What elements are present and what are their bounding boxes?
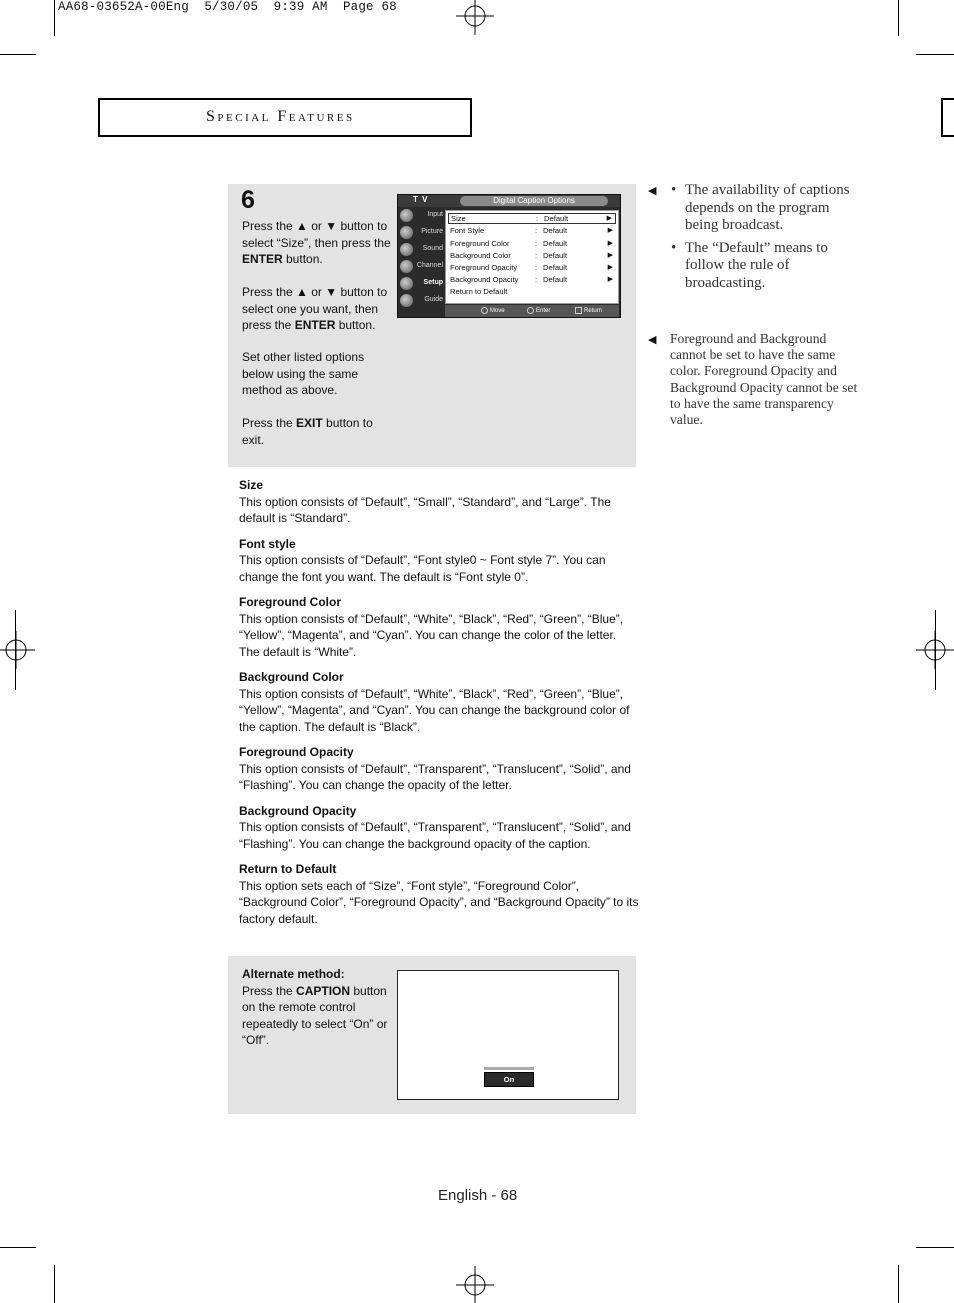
option-heading: Return to Default: [239, 862, 337, 876]
osd-footer-return: Return: [575, 307, 602, 314]
osd-option-list: [445, 210, 619, 304]
crop-mark: [898, 1265, 899, 1303]
option-text: This option consists of “Default”, “White”, “Black”, “Red”, “Green”, “Blue”, “Yellow”, “Magenta”, and “Cyan”. You can change the color of the letter. The default is “White”.: [239, 611, 624, 659]
caption-on-badge: On: [484, 1072, 534, 1087]
osd-menu-title: Digital Caption Options: [460, 196, 608, 206]
option-font-style: [239, 536, 639, 586]
arrow-right-icon: ▶: [607, 251, 613, 259]
osd-row-return-to-default: Return to Default: [450, 287, 508, 296]
option-heading: Size: [239, 478, 264, 492]
osd-row-font-style: Font Style : Default ▶: [450, 226, 613, 235]
crop-mark: [15, 610, 16, 690]
crop-mark: [54, 0, 55, 36]
registration-mark-icon: [456, 1266, 494, 1303]
option-heading: Foreground Opacity: [239, 745, 354, 759]
option-size: [239, 477, 639, 527]
arrow-right-icon: ▶: [606, 215, 612, 222]
crop-mark: [898, 0, 899, 36]
note-bullet: • The availability of captions depends on the program being broadcast.: [671, 182, 861, 235]
guide-icon: [400, 294, 413, 307]
osd-footer-move: Move: [481, 307, 505, 314]
osd-sidebar: [398, 207, 445, 307]
option-foreground-opacity: [239, 744, 639, 794]
crop-mark: [0, 54, 36, 55]
availability-notes: [671, 182, 861, 297]
osd-side-setup: Setup: [400, 276, 444, 291]
step-instruction-2: Press the ▲ or ▼ button to select one you want, then press the ENTER button.: [242, 285, 388, 332]
option-text: This option consists of “Default”, “Transparent”, “Translucent”, “Solid”, and “Flashing”. You can change the background opacity of the caption.: [239, 820, 631, 851]
option-foreground-color: [239, 594, 639, 660]
osd-title-bar: [398, 195, 620, 207]
osd-footer: [445, 305, 619, 317]
section-title: Special Features: [206, 108, 355, 125]
crop-mark: [54, 1265, 55, 1303]
picture-icon: [400, 226, 413, 239]
crop-mark: [916, 54, 954, 55]
option-heading: Foreground Color: [239, 595, 341, 609]
osd-side-picture: Picture: [400, 225, 444, 240]
registration-mark-icon: [0, 631, 35, 669]
alternate-method-text: Alternate method: Press the CAPTION button on the remote control repeatedly to select “On” or “Off”.: [242, 966, 397, 1049]
osd-side-channel: Channel: [400, 259, 444, 274]
return-icon: [575, 307, 582, 314]
print-slug: AA68-03652A-00Eng 5/30/05 9:39 AM Page 68: [58, 0, 397, 14]
osd-row-foreground-opacity: Foreground Opacity : Default ▶: [450, 262, 613, 272]
sound-icon: [400, 243, 413, 256]
option-heading: Background Opacity: [239, 803, 357, 818]
osd-row-background-color: Background Color : Default ▶: [450, 250, 613, 260]
registration-mark-icon: [456, 0, 494, 35]
option-return-to-default: [239, 861, 639, 927]
option-heading: Font style: [239, 536, 296, 551]
osd-side-input: Input: [400, 208, 444, 223]
step-number: 6: [241, 186, 255, 214]
arrow-right-icon: ▶: [607, 276, 613, 283]
color-opacity-note: Foreground and Background cannot be set to have the same color. Foreground Opacity and Background Opacity cannot be set to have the same transparency value.: [670, 331, 858, 428]
arrow-right-icon: ▶: [607, 263, 613, 271]
crop-mark: [916, 1247, 954, 1248]
caption-screen-screenshot: [397, 970, 619, 1100]
osd-side-guide: Guide: [400, 293, 444, 308]
option-text: This option consists of “Default”, “Transparent”, “Translucent”, “Solid”, and “Flashing”. You can change the opacity of the letter.: [239, 761, 631, 792]
osd-side-sound: Sound: [400, 242, 444, 257]
move-icon: [481, 307, 488, 314]
step-instruction-4: Press the EXIT button to exit.: [242, 416, 373, 447]
step-instruction-3: Set other listed options below using the same method as above.: [242, 350, 365, 397]
option-text: This option consists of “Default”, “Font style0 ~ Font style 7”. You can change the font you want. The default is “Font style 0”.: [239, 553, 606, 584]
option-text: This option consists of “Default”, “White”, “Black”, “Red”, “Green”, “Blue”, “Yellow”, “Magenta”, and “Cyan”. You can change the background color of the caption. The default is “Black”.: [239, 686, 630, 734]
osd-row-foreground-color: Foreground Color : Default ▶: [450, 238, 613, 248]
note-pointer-icon: ◀: [648, 334, 657, 346]
osd-row-background-opacity: Background Opacity : Default ▶: [450, 275, 613, 284]
option-background-opacity: [239, 803, 639, 853]
channel-icon: [400, 260, 413, 273]
osd-source-label: T V: [413, 195, 429, 204]
setup-icon: [400, 277, 413, 290]
option-heading: Background Color: [239, 670, 344, 684]
option-text: This option sets each of “Size”, “Font style”, “Foreground Color”, “Background Color”, “Foreground Opacity”, and “Background Opacity” to its factory default.: [239, 878, 639, 926]
osd-footer-enter: Enter: [527, 307, 550, 314]
crop-mark: [935, 610, 936, 690]
note-bullet: • The “Default” means to follow the rule of broadcasting.: [671, 240, 861, 293]
arrow-right-icon: ▶: [607, 227, 613, 234]
step-panel: [228, 184, 636, 467]
page-tab: [941, 98, 954, 137]
option-text: This option consists of “Default”, “Small”, “Standard”, and “Large”. The default is “Standard”.: [239, 494, 611, 525]
caption-badge-shadow: [484, 1067, 534, 1070]
step-instruction-1: Press the ▲ or ▼ button to select “Size”, then press the ENTER button.: [242, 219, 391, 266]
option-background-color: [239, 669, 639, 735]
osd-menu-screenshot: [397, 194, 621, 318]
arrow-right-icon: ▶: [607, 239, 613, 247]
enter-icon: [527, 307, 534, 314]
note-pointer-icon: ◀: [648, 185, 657, 197]
osd-row-size: Size : Default ▶: [448, 213, 616, 224]
alternate-method-heading: Alternate method:: [242, 967, 345, 981]
alternate-method-panel: [228, 956, 636, 1114]
option-descriptions: [239, 477, 639, 936]
page-number: English - 68: [438, 1187, 518, 1204]
crop-mark: [0, 1247, 36, 1248]
section-header: [98, 98, 472, 137]
input-icon: [400, 209, 413, 222]
